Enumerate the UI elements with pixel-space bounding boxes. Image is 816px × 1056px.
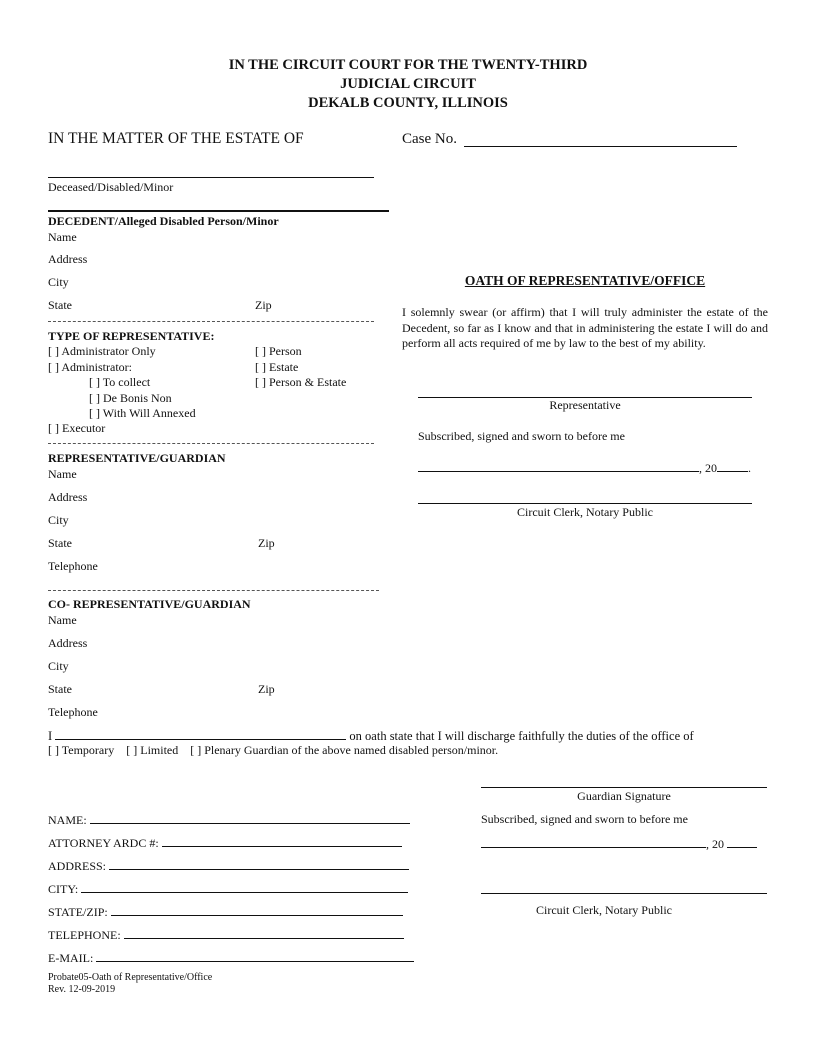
oath-subscribed-text: Subscribed, signed and sworn to before me — [418, 429, 625, 443]
rep-name-label: Name — [48, 467, 77, 481]
decedent-name-label: Name — [48, 230, 77, 244]
guardian-subscribed-text: Subscribed, signed and sworn to before me — [481, 812, 688, 826]
attorney-name-field[interactable] — [90, 811, 410, 824]
guardian-signature-label: Guardian Signature — [577, 789, 671, 803]
person-checkbox[interactable]: [ ] Person — [255, 344, 302, 358]
type-of-rep-heading: TYPE OF REPRESENTATIVE: — [48, 329, 215, 343]
oath-title: OATH OF REPRESENTATIVE/OFFICE — [464, 273, 706, 288]
co-rep-heading: CO- REPRESENTATIVE/GUARDIAN — [48, 597, 251, 611]
deceased-label: Deceased/Disabled/Minor — [48, 180, 174, 194]
co-rep-state-label: State — [48, 682, 72, 696]
co-rep-city-label: City — [48, 659, 69, 673]
to-collect-checkbox[interactable]: [ ] To collect — [89, 375, 151, 389]
decedent-heading: DECEDENT/Alleged Disabled Person/Minor — [48, 214, 279, 228]
oath-clerk-signature-line[interactable] — [418, 503, 752, 504]
form-id: Probate05-Oath of Representative/Office — [48, 972, 213, 983]
decedent-zip-label: Zip — [255, 298, 272, 312]
estate-checkbox[interactable]: [ ] Estate — [255, 360, 299, 374]
decedent-address-label: Address — [48, 252, 88, 266]
rep-address-label: Address — [48, 490, 88, 504]
attorney-ardc-label: ATTORNEY ARDC #: — [48, 836, 159, 850]
guardian-date-field[interactable] — [481, 835, 706, 848]
oath-date-field[interactable] — [418, 459, 699, 472]
oath-year-field[interactable] — [717, 459, 748, 472]
attorney-email-field[interactable] — [96, 949, 414, 962]
attorney-address-label: ADDRESS: — [48, 859, 107, 873]
rep-state-label: State — [48, 536, 72, 550]
rep-guardian-heading: REPRESENTATIVE/GUARDIAN — [48, 451, 226, 465]
person-estate-checkbox[interactable]: [ ] Person & Estate — [255, 375, 347, 389]
attorney-address-field[interactable] — [109, 857, 409, 870]
attorney-telephone-label: TELEPHONE: — [48, 928, 121, 942]
attorney-state-zip-label: STATE/ZIP: — [48, 905, 108, 919]
guardian-oath-i: I — [48, 729, 53, 743]
oath-clerk-label: Circuit Clerk, Notary Public — [517, 505, 653, 519]
attorney-email-label: E-MAIL: — [48, 951, 94, 965]
co-rep-zip-label: Zip — [258, 682, 275, 696]
co-rep-name-label: Name — [48, 613, 77, 627]
guardian-clerk-signature-line[interactable] — [481, 893, 767, 894]
oath-date-period: . — [748, 461, 751, 475]
rep-telephone-label: Telephone — [48, 559, 98, 573]
guardian-year-prefix: , 20 — [706, 837, 724, 851]
dashed-divider — [48, 321, 374, 322]
attorney-name-label: NAME: — [48, 813, 87, 827]
guardian-year-field[interactable] — [727, 835, 757, 848]
executor-checkbox[interactable]: [ ] Executor — [48, 421, 106, 435]
attorney-telephone-field[interactable] — [124, 926, 404, 939]
dashed-divider — [48, 443, 374, 444]
decedent-city-label: City — [48, 275, 69, 289]
estate-name-field[interactable] — [48, 177, 374, 178]
rep-city-label: City — [48, 513, 69, 527]
administrator-checkbox[interactable]: [ ] Administrator: — [48, 360, 132, 374]
section-divider — [48, 210, 389, 212]
guardian-clerk-label: Circuit Clerk, Notary Public — [536, 903, 672, 917]
matter-label: IN THE MATTER OF THE ESTATE OF — [48, 130, 304, 147]
case-no-label: Case No. — [402, 131, 457, 147]
decedent-state-label: State — [48, 298, 72, 312]
court-title-line-2: JUDICIAL CIRCUIT — [340, 76, 476, 92]
admin-only-checkbox[interactable]: [ ] Administrator Only — [48, 344, 156, 358]
court-title-line-3: DEKALB COUNTY, ILLINOIS — [308, 95, 508, 111]
rep-zip-label: Zip — [258, 536, 275, 550]
co-rep-telephone-label: Telephone — [48, 705, 98, 719]
attorney-city-label: CITY: — [48, 882, 79, 896]
form-revision: Rev. 12-09-2019 — [48, 984, 116, 995]
attorney-state-zip-field[interactable] — [111, 903, 403, 916]
de-bonis-non-checkbox[interactable]: [ ] De Bonis Non — [89, 391, 172, 405]
dashed-divider — [48, 590, 379, 591]
with-will-annexed-checkbox[interactable]: [ ] With Will Annexed — [89, 406, 196, 420]
oath-year-prefix: , 20 — [699, 461, 717, 475]
guardian-signature-line[interactable] — [481, 787, 767, 788]
oath-text: I solemnly swear (or affirm) that I will truly administer the estate of the Decedent, so far as I know and that in administering the estate I will do and perform all acts required of me by law to the best of my ability. — [402, 305, 768, 350]
representative-label: Representative — [549, 398, 621, 412]
co-rep-address-label: Address — [48, 636, 88, 650]
attorney-ardc-field[interactable] — [162, 834, 402, 847]
case-no-field[interactable] — [464, 146, 737, 147]
guardian-name-field[interactable] — [55, 727, 346, 740]
court-title-line-1: IN THE CIRCUIT COURT FOR THE TWENTY-THIRD — [228, 57, 588, 73]
guardian-type-options[interactable]: [ ] Temporary [ ] Limited [ ] Plenary Guardian of the above named disabled person/minor. — [48, 743, 499, 757]
attorney-city-field[interactable] — [81, 880, 408, 893]
guardian-oath-text: on oath state that I will discharge faithfully the duties of the office of — [349, 729, 694, 743]
